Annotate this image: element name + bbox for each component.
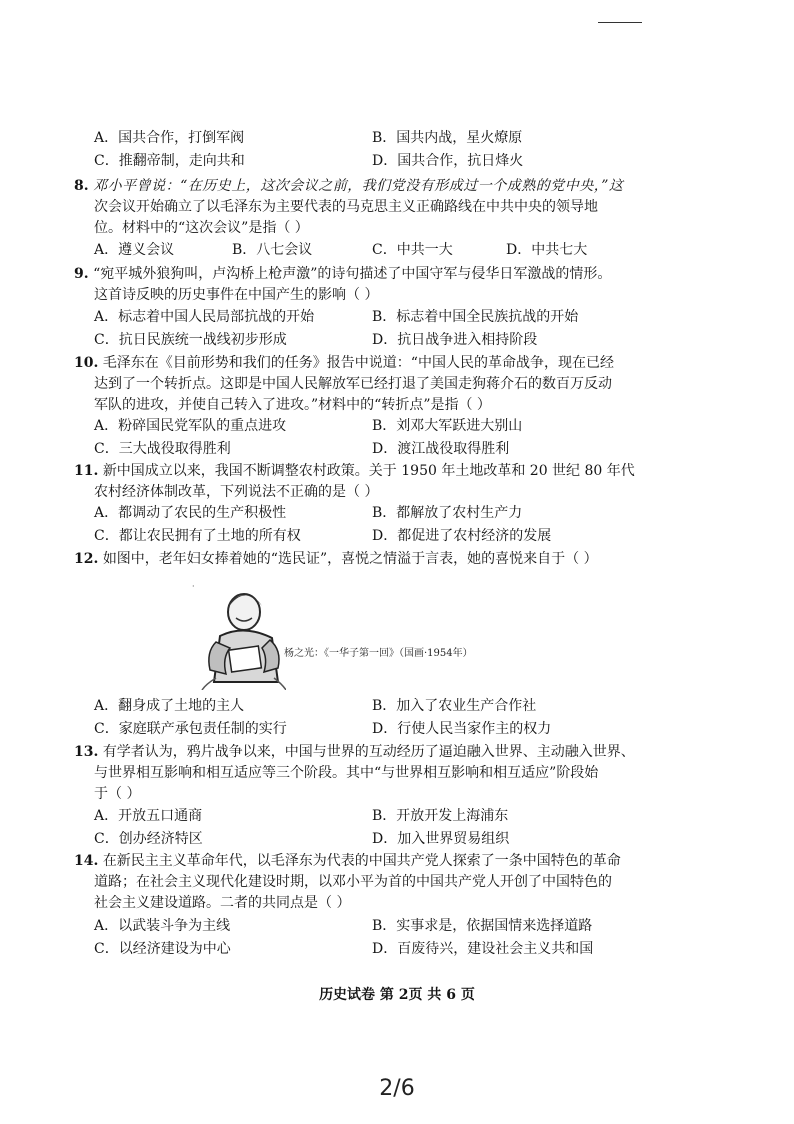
q11-option-c: C．都让农民拥有了土地的所有权 bbox=[94, 528, 301, 544]
q13-option-b: B．开放开发上海浦东 bbox=[372, 808, 509, 824]
question-8 bbox=[74, 176, 714, 239]
figure-tag-mark: · bbox=[192, 582, 195, 591]
q9-option-a: A．标志着中国人民局部抗战的开始 bbox=[94, 309, 315, 325]
q7-options-row2 bbox=[94, 151, 714, 171]
q11-line1: 新中国成立以来，我国不断调整农村政策。关于 1950 年土地改革和 20 世纪 80 年代 bbox=[102, 463, 635, 479]
q10-option-c: C．三大战役取得胜利 bbox=[94, 441, 231, 457]
question-12 bbox=[74, 549, 714, 570]
q12-option-b: B．加入了农业生产合作社 bbox=[372, 698, 537, 714]
q11-option-d: D．都促进了农村经济的发展 bbox=[372, 528, 552, 544]
q14-option-a: A．以武装斗争为主线 bbox=[94, 918, 231, 934]
q10-option-b: B．刘邓大军跃进大别山 bbox=[372, 418, 523, 434]
q13-option-a: A．开放五口通商 bbox=[94, 808, 203, 824]
q7-options-row1 bbox=[94, 128, 714, 148]
q7-option-a: A．国共合作，打倒军阀 bbox=[94, 130, 245, 146]
q10-option-d: D．渡江战役取得胜利 bbox=[372, 441, 510, 457]
q7-option-b: B．国共内战，星火燎原 bbox=[372, 130, 523, 146]
figure-caption: 杨之光：《一华子第一回》（国画·1954年） bbox=[284, 648, 473, 659]
q9-number: 9. bbox=[74, 266, 89, 282]
q11-option-b: B．都解放了农村生产力 bbox=[372, 505, 523, 521]
q12-options-row2 bbox=[94, 719, 714, 739]
q8-option-c: C．中共一大 bbox=[372, 242, 453, 258]
q9-options-row2 bbox=[94, 330, 714, 350]
q13-line3: 于（ ） bbox=[94, 786, 141, 802]
q13-option-d: D．加入世界贸易组织 bbox=[372, 831, 510, 847]
q13-option-c: C．创办经济特区 bbox=[94, 831, 203, 847]
q8-option-a: A．遵义会议 bbox=[94, 242, 175, 258]
page-indicator: 2/6 bbox=[379, 1076, 415, 1101]
q13-line2: 与世界相互影响和相互适应等三个阶段。其中“与世界相互影响和相互适应”阶段始 bbox=[94, 765, 599, 781]
q8-options bbox=[94, 240, 714, 260]
q8-line3: 位。材料中的“这次会议”是指（ ） bbox=[94, 220, 309, 236]
q12-figure bbox=[176, 578, 576, 690]
q10-number: 10. bbox=[74, 355, 99, 371]
old-woman-illustration bbox=[186, 578, 286, 690]
question-9 bbox=[74, 264, 714, 306]
q11-options-row1 bbox=[94, 503, 714, 523]
question-11 bbox=[74, 461, 714, 503]
q9-line2: 这首诗反映的历史事件在中国产生的影响（ ） bbox=[94, 287, 379, 303]
q8-line2: 次会议开始确立了以毛泽东为主要代表的马克思主义正确路线在中共中央的领导地 bbox=[94, 199, 598, 215]
q12-number: 12. bbox=[74, 551, 99, 567]
q14-option-b: B．实事求是，依据国情来选择道路 bbox=[372, 918, 593, 934]
q8-option-b: B．八七会议 bbox=[232, 242, 313, 258]
q7-option-d: D．国共合作，抗日烽火 bbox=[372, 153, 524, 169]
q10-line2: 达到了一个转折点。这即是中国人民解放军已经打退了美国走狗蒋介石的数百万反动 bbox=[94, 376, 612, 392]
q13-line1: 有学者认为，鸦片战争以来，中国与世界的互动经历了逼迫融入世界、主动融入世界、 bbox=[102, 744, 635, 760]
q11-option-a: A．都调动了农民的生产积极性 bbox=[94, 505, 287, 521]
q10-options-row1 bbox=[94, 416, 714, 436]
q11-options-row2 bbox=[94, 526, 714, 546]
q13-options-row1 bbox=[94, 806, 714, 826]
q13-options-row2 bbox=[94, 829, 714, 849]
question-13 bbox=[74, 742, 714, 805]
q9-option-d: D．抗日战争进入相持阶段 bbox=[372, 332, 538, 348]
q14-line3: 社会主义建设道路。二者的共同点是（ ） bbox=[94, 895, 351, 911]
q12-option-a: A．翻身成了土地的主人 bbox=[94, 698, 245, 714]
q10-line3: 军队的进攻，并使自己转入了进攻。”材料中的“转折点”是指（ ） bbox=[94, 397, 491, 413]
q14-number: 14. bbox=[74, 853, 99, 869]
q14-line1: 在新民主主义革命年代，以毛泽东为代表的中国共产党人探索了一条中国特色的革命 bbox=[102, 853, 621, 869]
q7-option-c: C．推翻帝制，走向共和 bbox=[94, 153, 245, 169]
q9-option-b: B．标志着中国全民族抗战的开始 bbox=[372, 309, 579, 325]
q10-options-row2 bbox=[94, 439, 714, 459]
q8-option-d: D．中共七大 bbox=[506, 242, 588, 258]
q10-option-a: A．粉碎国民党军队的重点进攻 bbox=[94, 418, 287, 434]
q9-line1: “宛平城外狼狗叫，卢沟桥上枪声激”的诗句描述了中国守军与侵华日军激战的情形。 bbox=[93, 266, 612, 282]
q10-line1: 毛泽东在《目前形势和我们的任务》报告中说道：“中国人民的革命战争，现在已经 bbox=[102, 355, 614, 371]
q14-option-c: C．以经济建设为中心 bbox=[94, 941, 231, 957]
page-footer: 历史试卷 第 2页 共 6 页 bbox=[319, 987, 475, 1003]
q8-number: 8. bbox=[74, 178, 89, 194]
q12-option-c: C．家庭联产承包责任制的实行 bbox=[94, 721, 287, 737]
q11-line2: 农村经济体制改革，下列说法不正确的是（ ） bbox=[94, 484, 379, 500]
q12-option-d: D．行使人民当家作主的权力 bbox=[372, 721, 552, 737]
q14-options-row1 bbox=[94, 916, 714, 936]
top-rule bbox=[598, 22, 642, 23]
q14-line2: 道路；在社会主义现代化建设时期，以邓小平为首的中国共产党人开创了中国特色的 bbox=[94, 874, 612, 890]
q12-line1: 如图中，老年妇女捧着她的“选民证”，喜悦之情溢于言表，她的喜悦来自于（ ） bbox=[102, 551, 598, 567]
q9-option-c: C．抗日民族统一战线初步形成 bbox=[94, 332, 287, 348]
question-10 bbox=[74, 353, 714, 416]
q14-option-d: D．百废待兴，建设社会主义共和国 bbox=[372, 941, 594, 957]
q14-options-row2 bbox=[94, 939, 714, 959]
question-14 bbox=[74, 851, 714, 914]
q12-options-row1 bbox=[94, 696, 714, 716]
q11-number: 11. bbox=[74, 463, 99, 479]
q8-line1: 邓小平曾说：“在历史上，这次会议之前，我们党没有形成过一个成熟的党中央，”这 bbox=[93, 178, 624, 194]
q9-options-row1 bbox=[94, 307, 714, 327]
q13-number: 13. bbox=[74, 744, 99, 760]
